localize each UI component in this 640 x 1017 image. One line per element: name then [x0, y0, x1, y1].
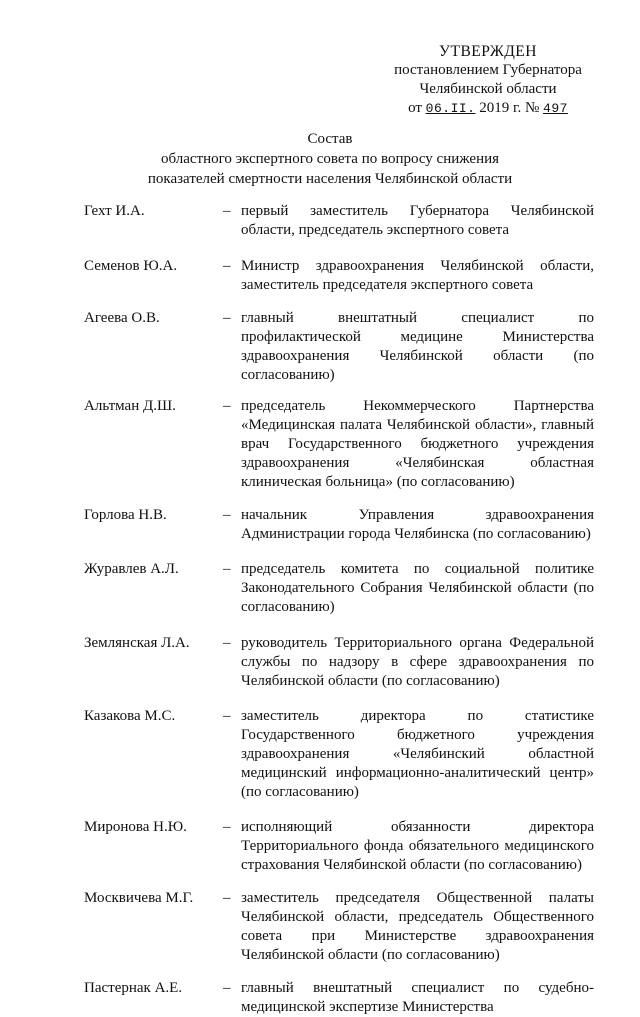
- member-row: [84, 257, 594, 295]
- member-name: Журавлев А.Л.: [84, 561, 179, 577]
- approval-line-2: Челябинской области: [419, 81, 557, 97]
- member-position: руководитель Территориального органа Федеральной службы по надзору в сфере здравоохранения по Челябинской области (по согласованию): [241, 635, 594, 689]
- member-position: заместитель председателя Общественной палаты Челябинской области, председатель Общественного совета при Министерстве здравоохранения Челябинской области (по согласованию): [241, 890, 594, 963]
- member-name: Землянская Л.А.: [84, 635, 190, 651]
- member-position: начальник Управления здравоохранения Администрации города Челябинска (по согласованию): [241, 507, 594, 542]
- member-dash: –: [223, 398, 231, 414]
- member-dash: –: [223, 708, 231, 724]
- approval-line-1: постановлением Губернатора: [394, 62, 582, 78]
- member-row: [84, 309, 594, 385]
- member-position: главный внештатный специалист по судебно-медицинской экспертизе Министерства: [241, 980, 594, 1015]
- member-name: Горлова Н.В.: [84, 507, 167, 523]
- member-dash: –: [223, 310, 231, 326]
- date-prefix: от: [408, 100, 422, 116]
- member-row: [84, 818, 594, 875]
- member-name: Агеева О.В.: [84, 310, 160, 326]
- member-dash: –: [223, 819, 231, 835]
- member-row: [84, 979, 594, 1017]
- member-row: [84, 397, 594, 492]
- title-line-3: показателей смертности населения Челябинской области: [147, 171, 513, 187]
- member-row: [84, 560, 594, 617]
- member-dash: –: [223, 980, 231, 996]
- approval-date-line: [388, 99, 588, 118]
- member-position: Министр здравоохранения Челябинской области, заместитель председателя экспертного совета: [241, 258, 594, 293]
- member-row: [84, 202, 594, 240]
- member-name: Гехт И.А.: [84, 203, 145, 219]
- member-dash: –: [223, 203, 231, 219]
- member-position: главный внештатный специалист по профилактической медицине Министерства здравоохранения Челябинской области (по согласованию): [241, 310, 594, 383]
- member-name: Семенов Ю.А.: [84, 258, 178, 274]
- date-year: 2019 г. №: [479, 100, 540, 116]
- member-row: [84, 634, 594, 691]
- title-line-1: Состав: [307, 131, 353, 147]
- member-dash: –: [223, 507, 231, 523]
- member-name: Казакова М.С.: [84, 708, 176, 724]
- member-position: первый заместитель Губернатора Челябинской области, председатель экспертного совета: [241, 203, 594, 238]
- member-row: [84, 506, 594, 544]
- member-name: Альтман Д.Ш.: [84, 398, 176, 414]
- members-list: [84, 202, 594, 1017]
- member-position: исполняющий обязанности директора Территориального фонда обязательного медицинского страхования Челябинской области (по согласованию): [241, 819, 594, 873]
- member-position: заместитель директора по статистике Государственного бюджетного учреждения здравоохранения «Челябинский областной медицинский информационно-аналитический центр» (по согласованию): [241, 708, 594, 800]
- member-dash: –: [223, 635, 231, 651]
- member-name: Миронова Н.Ю.: [84, 819, 187, 835]
- member-position: председатель комитета по социальной политике Законодательного Собрания Челябинской области (по согласованию): [241, 561, 594, 615]
- date-value: 06.II.: [425, 101, 476, 116]
- decree-number: 497: [543, 101, 568, 116]
- approval-heading: УТВЕРЖДЕН: [439, 43, 537, 60]
- member-name: Пастернак А.Е.: [84, 980, 183, 996]
- approval-stamp: [388, 42, 588, 118]
- title-line-2: областного экспертного совета по вопросу снижения: [160, 151, 500, 167]
- member-name: Москвичева М.Г.: [84, 890, 194, 906]
- member-dash: –: [223, 561, 231, 577]
- document-title: [140, 129, 520, 189]
- member-dash: –: [223, 890, 231, 906]
- member-dash: –: [223, 258, 231, 274]
- member-position: председатель Некоммерческого Партнерства «Медицинская палата Челябинской области», главный врач Государственного бюджетного учреждения здравоохранения «Челябинская областная клиническая больница» (по согласованию): [241, 398, 594, 490]
- member-row: [84, 707, 594, 802]
- member-row: [84, 889, 594, 965]
